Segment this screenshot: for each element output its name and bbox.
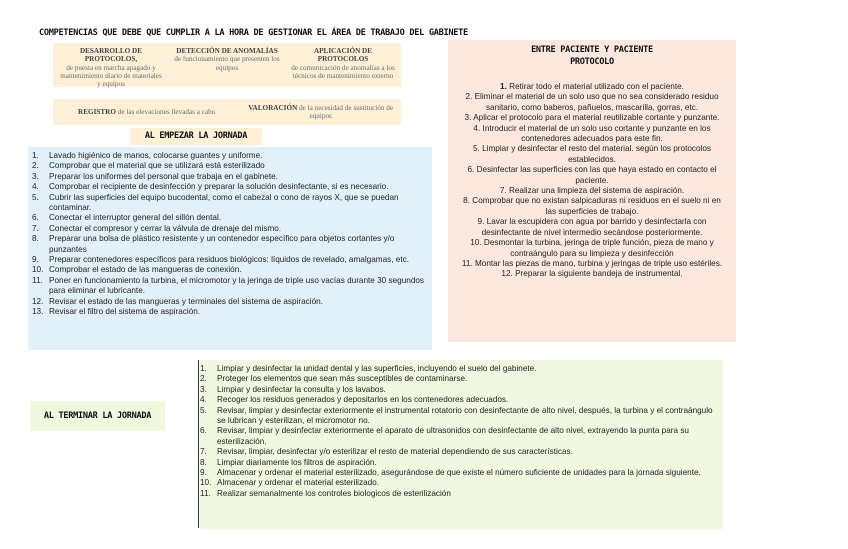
competencia-text: de funcionamiento que presenten los equipos (174, 55, 280, 72)
list-item: 1. Lavado higiénico de manos, colocarse guantes y uniforme. (32, 151, 263, 160)
list-item: 5. Cubrir las superficies del equipo bucodental, como el cabezal o cono de rayos X, que se puedan contaminar. (32, 192, 399, 213)
list-item: 3. Preparar los uniformes del personal que trabaja en el gabinete. (32, 171, 278, 181)
list-item: 12. Revisar el estado de las mangueras y terminales del sistema de aspiración. (32, 296, 323, 306)
list-item: 4. Recoger los residuos generados y depositarlos en los contenedores adecuados. (200, 395, 509, 405)
list-item: 8. Comprobar que no existan salpicaduras ni residuos en el suelo ni en las superficies de trabajo. (463, 196, 721, 216)
list-item: 2. Proteger los elementos que sean más susceptibles de contaminarse. (200, 374, 468, 384)
competencias-row-1 (53, 43, 401, 87)
divider (198, 360, 199, 528)
list-item: 7. Revisar, limpiar, desinfectar y/o esterilizar el resto de material dependiendo de sus características. (200, 447, 573, 457)
competencias-row-2 (53, 99, 401, 125)
competencia-text: de la necesidad de sustitución de equipos (299, 103, 394, 120)
list-item: 9. Lavar la escupidera con agua por barrido y desinfectarla con desinfectante de nivel intermedio secándose posteriormente. (477, 217, 707, 237)
competencia-registro (53, 108, 240, 116)
list-item: 11. Poner en funcionamiento la turbina, el micromotor y la jeringa de triple uso vacías durante 30 segundos para eliminar el lubricante. (32, 275, 425, 296)
list-item: 6. Conectar el interruptor general del sillón dental. (32, 213, 222, 223)
page-title: COMPETENCIAS QUE DEBE QUE CUMPLIR A LA HORA DE GESTIONAR EL ÁREA DE TRABAJO DEL GABINETE (39, 28, 468, 38)
list-item: 7. Realizar una limpieza del sistema de aspiración. (499, 186, 685, 196)
list-item: 13. Revisar el filtro del sistema de aspiración. (32, 307, 201, 317)
competencia-deteccion (169, 43, 285, 87)
competencia-heading: REGISTRO (78, 107, 116, 116)
list-item: 9. Preparar contenedores específicos para residuos biológicos: líquidos de revelado, amalgamas, etc. (32, 255, 409, 265)
competencia-heading: DESARROLLO DE PROTOCOLOS, (79, 47, 143, 64)
list-item: 10. Comprobar el estado de las mangueras de conexión. (32, 265, 242, 275)
competencia-text: de comunicación de anomalías a los técnicos de mantenimiento externo (291, 63, 395, 80)
protocol-title: ENTRE PACIENTE Y PACIENTE PROTOCOLO (531, 45, 653, 67)
list-item: 11. Realizar semanalmente los controles biologicos de esterilización (200, 488, 451, 498)
end-section (200, 360, 723, 529)
competencia-text: de las elevaciones llevadas a cabo (117, 107, 216, 116)
start-section (28, 147, 432, 350)
list-item: 4. Comprobar el recipiente de desinfección y preparar la solución desinfectante, si es necesario. (32, 182, 389, 192)
end-section-title: AL TERMINAR LA JORNADA (30, 401, 165, 431)
list-item: 2. Eliminar el material de un solo uso que no sea considerado residuo sanitario, como baberos, pañuelos, mascarilla, gorras, etc. (465, 92, 719, 112)
list-item: 6. Revisar, limpiar y desinfectar exteriormente el aparato de ultrasonidos con desinfectante de alto nivel, extrayendo la punta para su esterilización. (200, 426, 689, 446)
list-item: 8. Preparar una bolsa de plástico resistente y un contenedor específico para objetos cortantes y/o punzantes (32, 234, 395, 254)
competencia-heading: APLICACIÓN DE PROTOCOLOS (313, 47, 373, 64)
start-steps-list (32, 151, 426, 318)
list-item: 3. Limpiar y desinfectar la consulta y los lavabos. (200, 384, 386, 394)
list-item: 7. Conectar el compresor y cerrar la válvula de drenaje del mismo. (32, 223, 282, 233)
list-item: 8. Limpiar diariamente los filtros de aspiración. (200, 457, 377, 467)
list-item: 10. Desmontar la turbina, jeringa de triple función, pieza de mano y contraángulo para su limpieza y desinfección (470, 238, 714, 258)
competencia-aplicacion (285, 43, 401, 87)
protocol-steps-list (458, 82, 726, 280)
competencia-text: de puesta en marcha apagado y mantenimiento diario de materiales y equipos (60, 63, 162, 89)
competencia-heading: VALORACIÓN (248, 103, 298, 112)
list-item: 5. Limpiar y desinfectar el resto del material. según los protocolos establecidos. (472, 144, 712, 164)
list-item: 1. Retirar todo el material utilizado con el paciente. (500, 82, 684, 91)
competencia-valoracion (240, 104, 401, 121)
competencia-desarrollo (53, 43, 169, 87)
list-item: 11. Montar las piezas de mano, turbina y jeringas de triple uso estériles. (461, 258, 723, 268)
list-item: 9. Almacenar y ordenar el material esterilizado, asegurándose de que existe el número suficiente de unidades para la jornada siguiente. (200, 468, 701, 478)
list-item: 10. Almacenar y ordenar el material esterilizado. (200, 478, 380, 488)
list-item: 1. Limpiar y desinfectar la unidad dental y las superficies, incluyendo el suelo del gabinete. (200, 364, 537, 373)
start-section-title: AL EMPEZAR LA JORNADA (130, 128, 262, 145)
list-item: 12. Preparar la siguiente bandeja de instrumental. (501, 269, 683, 279)
end-steps-list (200, 364, 717, 499)
list-item: 3. Aplicar el protocolo para el material reutilizable cortante y punzante. (464, 113, 720, 123)
list-item: 6. Desinfectar las superficies con las que haya estado en contacto el paciente. (467, 165, 717, 185)
list-item: 4. Introducir el material de un solo uso cortante y punzante en los contenedores adecuados para este fin. (473, 123, 711, 144)
competencia-heading: DETECCIÓN DE ANOMALÍAS (176, 47, 278, 55)
list-item: 5. Revisar, limpiar y desinfectar exteriormente el instrumental rotatorio con desinfectante de alto nivel, después, la turbina y el contraángulo se lubrican y esterilizan, el micromotor no. (200, 405, 713, 426)
protocol-section (448, 40, 736, 342)
list-item: 2. Comprobar que el material que se utilizará está esterilizado (32, 161, 265, 171)
